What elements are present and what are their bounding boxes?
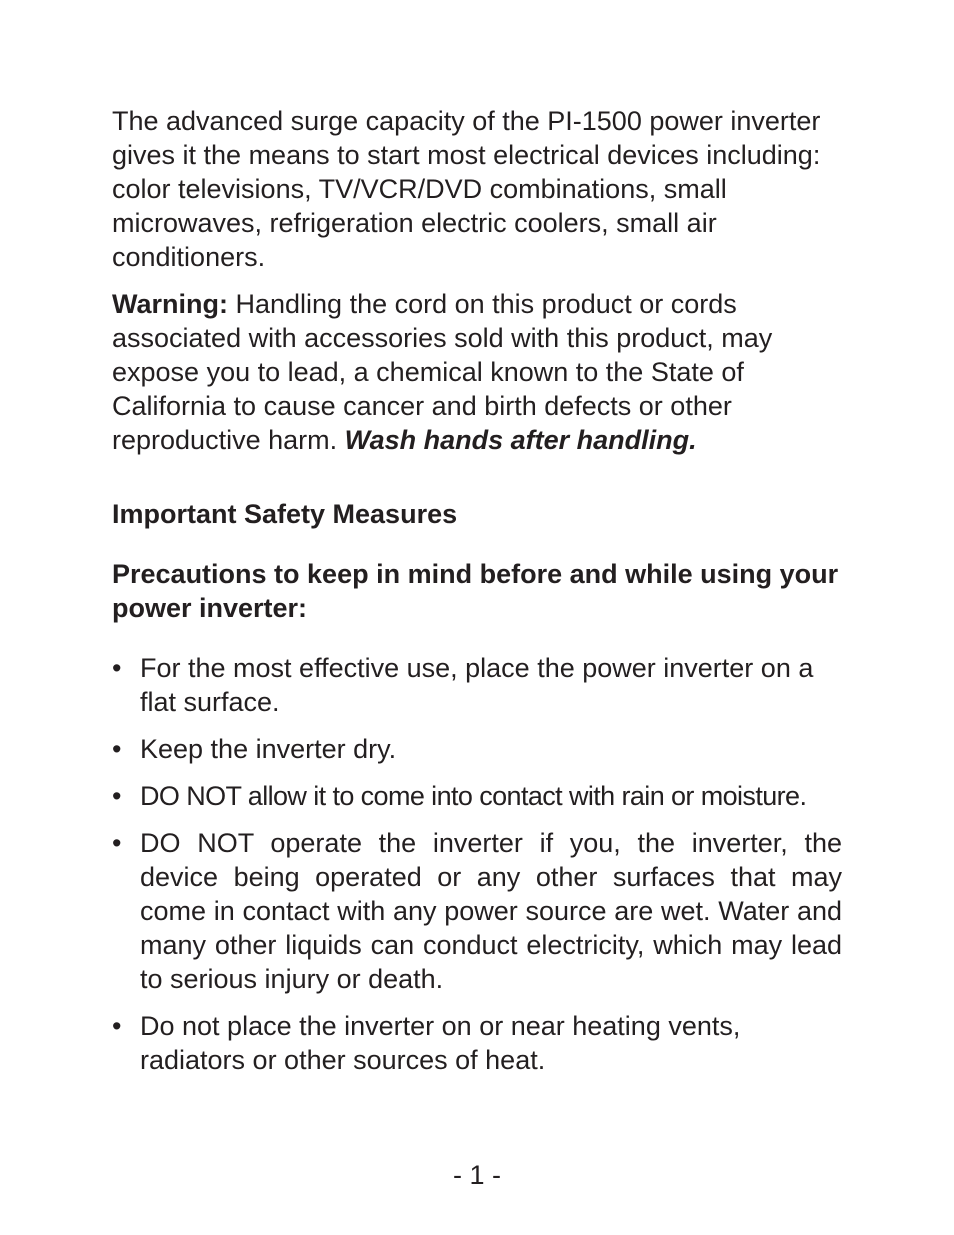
warning-text: Handling the cord on this product or cords associated with accessories sold with this product, may expose you to lead, a chemical known to the State of California to cause cancer and birth defects or other reproductive harm. [112,289,773,455]
warning-paragraph [112,287,842,457]
list-item-text: DO NOT allow it to come into contact with rain or moisture. [140,781,807,811]
bullet-icon: • [112,653,122,683]
list-item-text: Keep the inverter dry. [140,734,397,764]
warning-emphasis: Wash hands after handling. [344,425,697,455]
list-item-text: Do not place the inverter on or near heating vents, radiators or other sources of heat. [140,1011,741,1075]
precautions-subheading: Precautions to keep in mind before and while using your power inverter: [112,559,839,623]
list-item-text: DO NOT operate the inverter if you, the inverter, the device being operated or any other surfaces that may come in contact with any power source are wet. Water and many other liquids can conduct electricity, which may lead to serious injury or death. [140,828,842,994]
precautions-list [112,651,842,1077]
bullet-icon: • [112,781,122,811]
section-title: Important Safety Measures [112,499,458,529]
intro-paragraph: The advanced surge capacity of the PI-1500 power inverter gives it the means to start most electrical devices including: color televisions, TV/VCR/DVD combinations, small microwaves, refrigeration electric coolers, small air conditioners. [112,106,821,272]
list-item [112,651,842,719]
list-item [112,732,842,766]
page-number: - 1 - [452,1160,501,1190]
list-item [112,826,842,996]
bullet-icon: • [112,1011,122,1041]
bullet-icon: • [112,734,122,764]
list-item [112,779,842,813]
document-page [112,104,842,1090]
list-item-text: For the most effective use, place the power inverter on a flat surface. [140,653,814,717]
bullet-icon: • [112,828,122,858]
list-item [112,1009,842,1077]
warning-label: Warning: [112,289,228,319]
